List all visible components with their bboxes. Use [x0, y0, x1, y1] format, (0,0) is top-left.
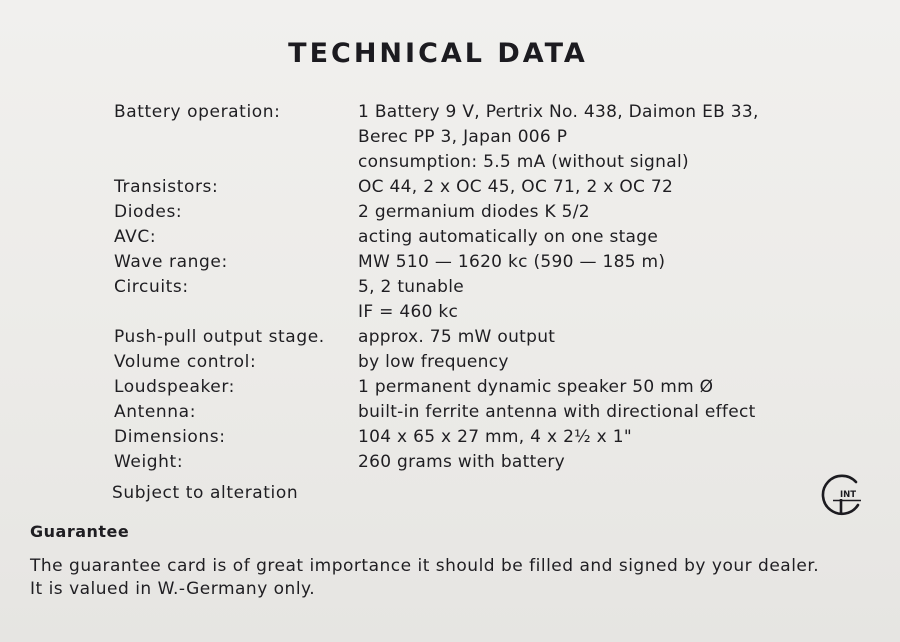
spec-row: [114, 375, 834, 400]
spec-value: 2 germanium diodes K 5/2: [358, 202, 590, 222]
spec-value: approx. 75 mW output: [358, 327, 556, 347]
spec-value: 1 Battery 9 V, Pertrix No. 438, Daimon EB 33,: [358, 102, 759, 122]
spec-label: Transistors:: [114, 177, 219, 197]
spec-value: built-in ferrite antenna with directional effect: [358, 402, 756, 422]
spec-value: MW 510 — 1620 kc (590 — 185 m): [358, 252, 666, 272]
spec-label: Wave range:: [114, 252, 228, 272]
spec-value: acting automatically on one stage: [358, 227, 659, 247]
spec-row: [114, 450, 834, 475]
spec-value: 1 permanent dynamic speaker 50 mm Ø: [358, 377, 714, 397]
guarantee-text: [30, 555, 880, 601]
spec-label: Diodes:: [114, 202, 183, 222]
spec-value: 5, 2 tunable: [358, 277, 465, 297]
spec-values: [358, 450, 834, 475]
spec-values: [358, 400, 834, 425]
spec-label: AVC:: [114, 227, 157, 247]
spec-label: Dimensions:: [114, 427, 226, 447]
g-int-logo-icon: [818, 473, 864, 519]
spec-row: [114, 400, 834, 425]
spec-row: [114, 275, 834, 325]
spec-values: [358, 225, 834, 250]
spec-value: OC 44, 2 x OC 45, OC 71, 2 x OC 72: [358, 177, 674, 197]
guarantee-heading: Guarantee: [30, 522, 130, 541]
logo-text: INT: [839, 490, 857, 500]
spec-values: [358, 350, 834, 375]
spec-value: 260 grams with battery: [358, 452, 565, 472]
spec-value: consumption: 5.5 mA (without signal): [358, 152, 689, 172]
spec-values: [358, 200, 834, 225]
spec-values: [358, 100, 834, 175]
subject-to-alteration-note: Subject to alteration: [112, 483, 299, 503]
guarantee-line: The guarantee card is of great importance it should be filled and signed by your dealer.: [30, 556, 820, 576]
spec-values: [358, 275, 834, 325]
spec-row: [114, 325, 834, 350]
spec-value: by low frequency: [358, 352, 509, 372]
spec-row: [114, 200, 834, 225]
spec-label: Battery operation:: [114, 102, 281, 122]
spec-value: Berec PP 3, Japan 006 P: [358, 127, 568, 147]
spec-label: Volume control:: [114, 352, 257, 372]
spec-value: IF = 460 kc: [358, 302, 459, 322]
spec-label: Circuits:: [114, 277, 189, 297]
spec-values: [358, 425, 834, 450]
spec-row: [114, 250, 834, 275]
spec-label: Push-pull output stage.: [114, 327, 325, 347]
spec-values: [358, 325, 834, 350]
page-title: TECHNICAL DATA: [288, 38, 588, 69]
spec-values: [358, 175, 834, 200]
spec-value: 104 x 65 x 27 mm, 4 x 2½ x 1": [358, 427, 632, 447]
spec-row: [114, 175, 834, 200]
spec-label: Antenna:: [114, 402, 197, 422]
spec-row: [114, 425, 834, 450]
spec-values: [358, 250, 834, 275]
spec-row: [114, 350, 834, 375]
spec-table: [114, 100, 834, 475]
spec-label: Loudspeaker:: [114, 377, 235, 397]
guarantee-line: It is valued in W.-Germany only.: [30, 579, 316, 599]
spec-label: Weight:: [114, 452, 184, 472]
spec-values: [358, 375, 834, 400]
spec-row: [114, 225, 834, 250]
spec-row: [114, 100, 834, 175]
